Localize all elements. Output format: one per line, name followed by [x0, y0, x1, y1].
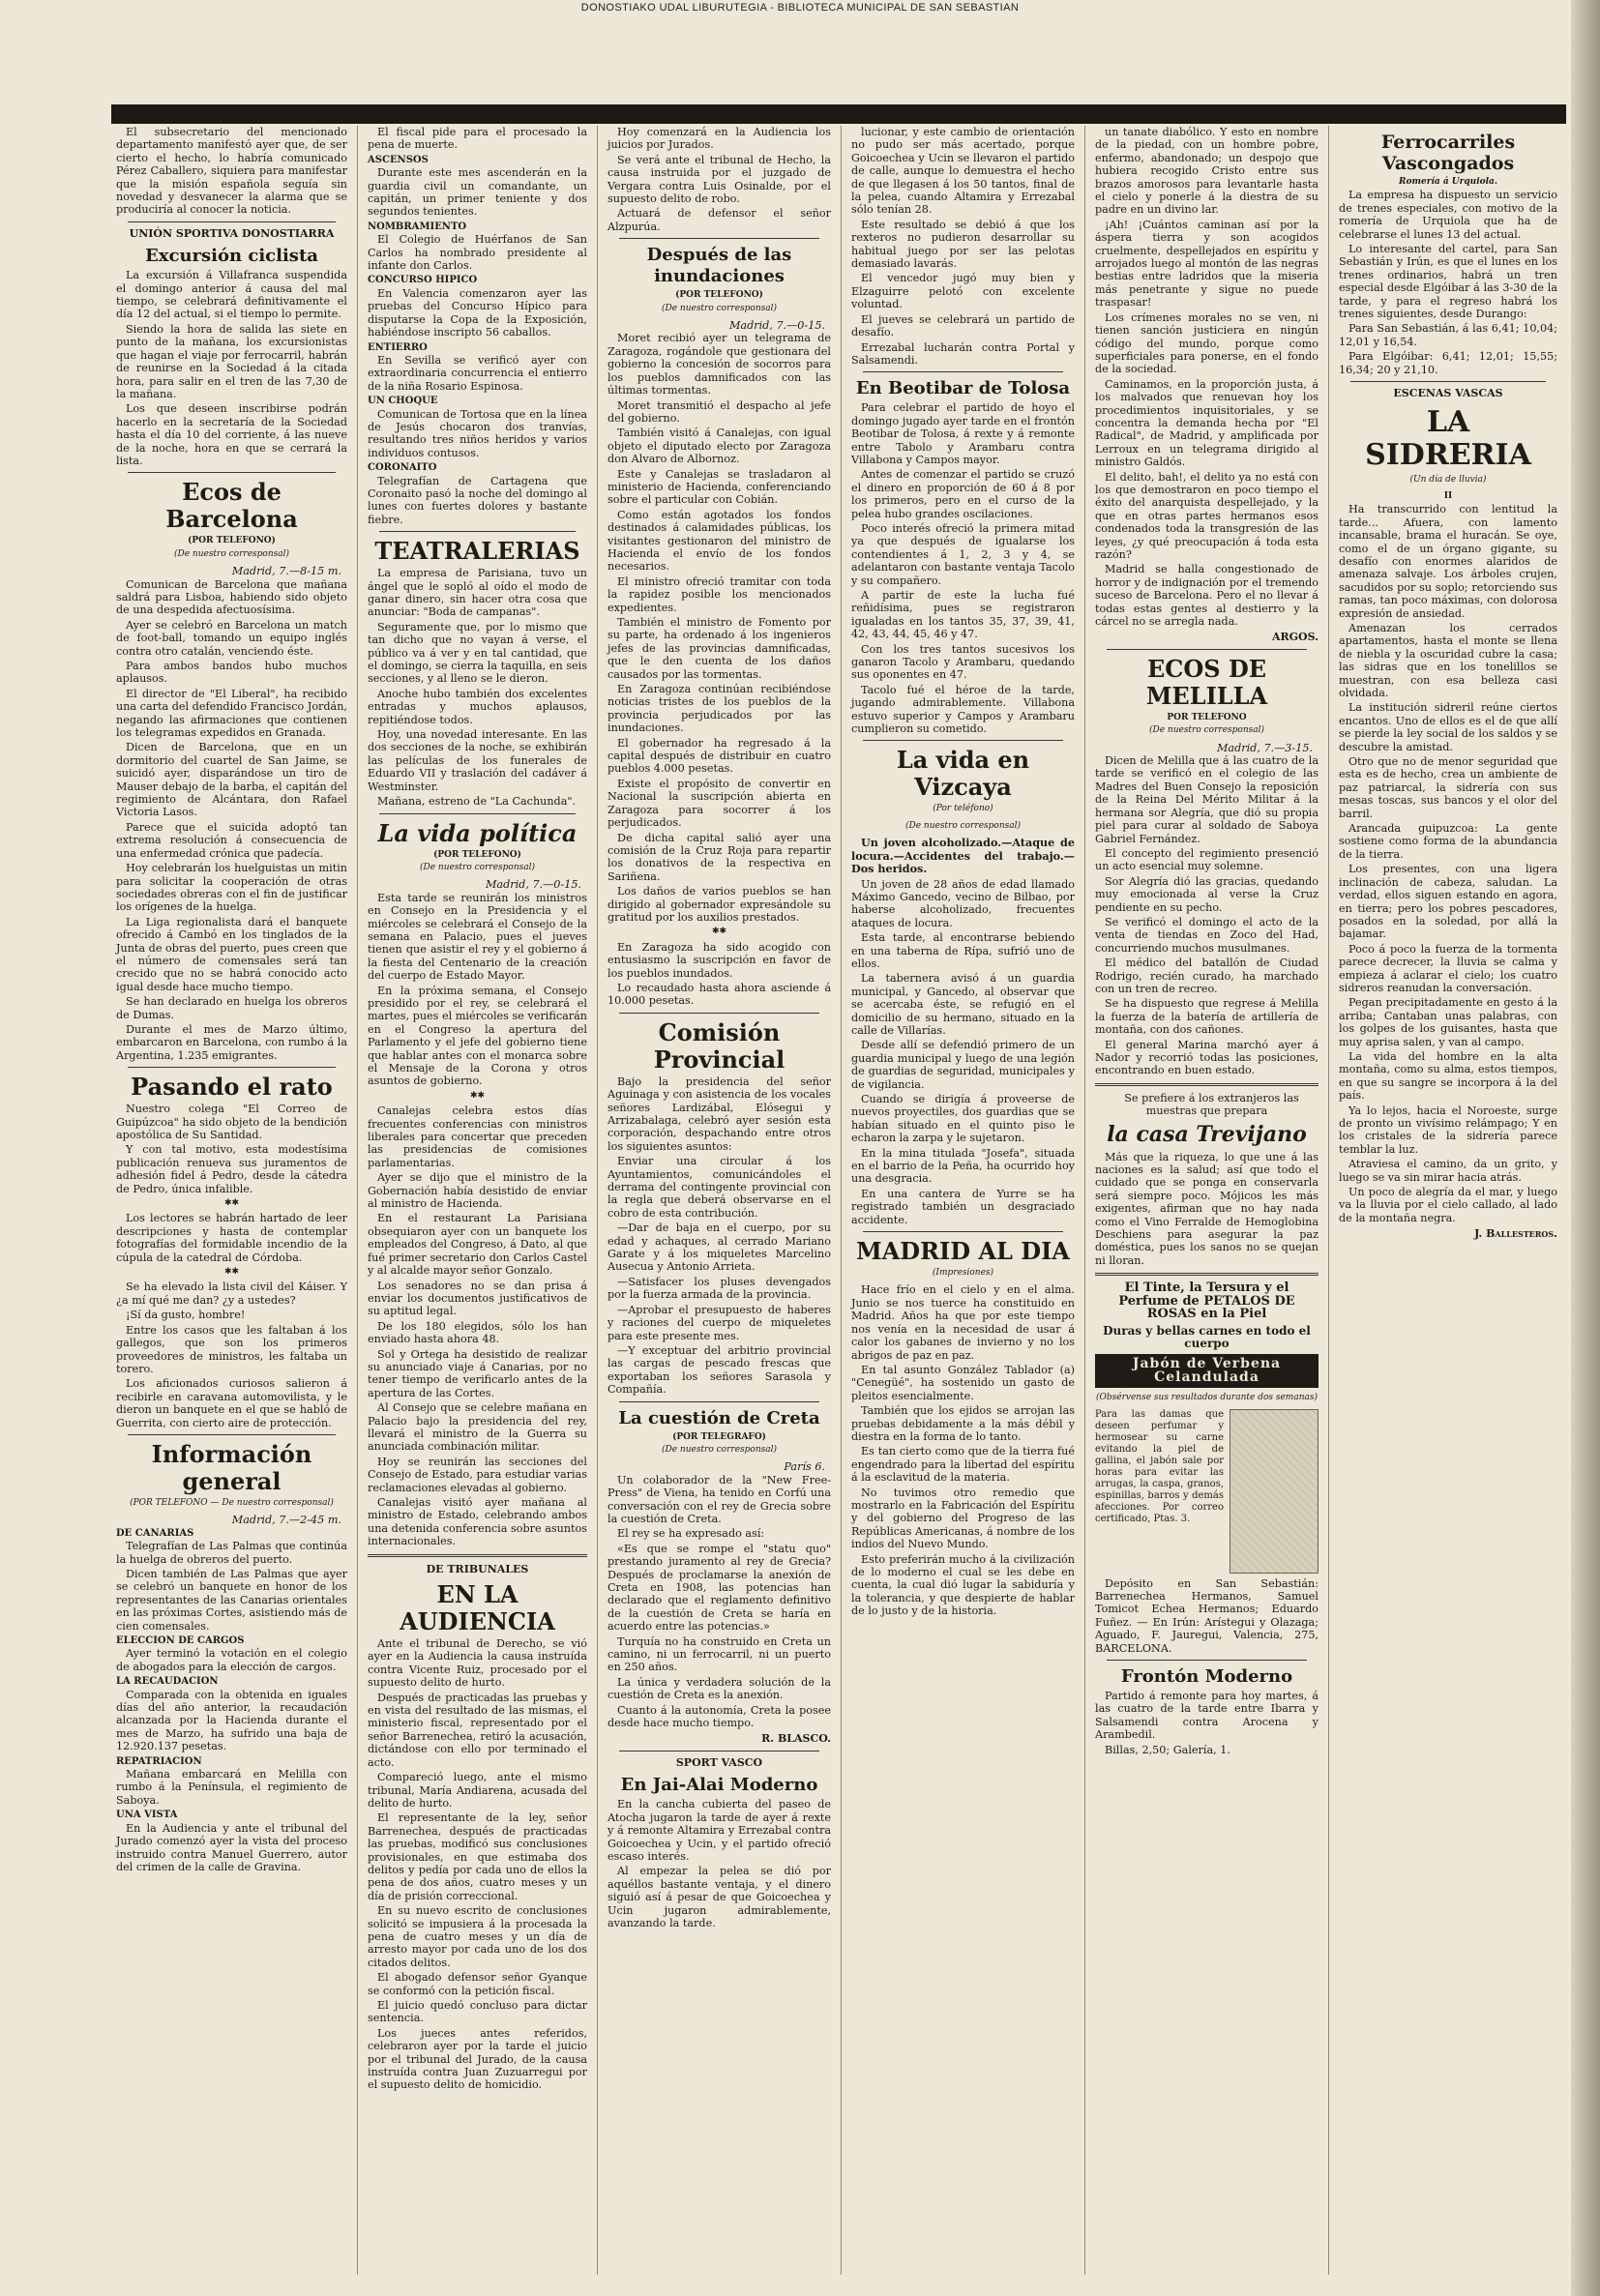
column-3: Hoy comenzará en la Audiencia los juicios por Jurados. Se verá ante el tribunal de Hecho, la causa instruida por el juzgado de Vergara contra Luis Osinalde, por el supuesto delito de robo. Actuará de defensor el señor Alzpurúa. Después de las inundaciones (POR TELEFONO) (De nuestro corresponsal) Madrid, 7.—0-15. Moret recibió ayer un telegrama de Zaragoza, rogándole que gestionara del gobierno la concesión de socorros para los pueblos damnificados con las últimas tormentas. Moret transmitió el despacho al jefe del gobierno. También visitó á Canalejas, con igual objeto el diputado electo por Zaragoza don Alvaro de Albornoz. Este y Canalejas se trasladaron al ministerio de Hacienda, conferenciando sobre el particular con Cobián. Como están agotados los fondos destinados á calamidades públicas, los visitantes gestionaron del ministro de Hacienda el envío de los fondos necesarios. El ministro ofreció tramitar con toda la rapidez posible los mencionados expedientes. También el ministro de Fomento por su parte, ha ordenado á los ingenieros jefes de las provincias damnificadas, que le den cuenta de los daños causados por las tormentas. En Zaragoza continúan recibiéndose noticias tristes de los pueblos de la provincia perjudicados por las inundaciones. El gobernador ha regresado á la capital después de distribuir en cuatro pueblos 4.000 pesetas. Existe el propósito de convertir en Nacional la suscripción abierta en Zaragoza para socorrer á los perjudicados. De dicha capital salió ayer una comisión de la Cruz Roja para repartir los donativos de la respectiva en Sariñena. Los daños de varios pueblos se han dirigido al gobernador expresándole su gratitud por los auxilios prestados. ✱✱ En Zaragoza ha sido acogido con entusiasmo la suscripción en favor de los pueblos inundados. Lo recaudado hasta ahora asciende á 10.000 pesetas. Comisión Provincial Bajo la presidencia del señor Aguinaga y con asistencia de los vocales señores Lardizábal, Elósegui y Arrizabalaga, celebró ayer sesión esta corporación, despachando entre otros los siguientes asuntos: Enviar una circular á los Ayuntamientos, comunicándoles el derrama del contingente provincial con la regla que deberá observarse en el cobro de esta contribución. —Dar de baja en el cuerpo, por su edad y achaques, al cerrado Mariano Garate y á los miqueletes Marcelino Ausecua y Antonio Arrieta. —Satisfacer los pluses devengados por la fuerza armada de la provincia. —Aprobar el presupuesto de haberes y raciones del cuerpo de miqueletes para este presente mes. —Y exceptuar del arbitrio provincial las cargas de pescado frescas que exportaban los señores Sarasola y Compañía. La cuestión de Creta (POR TELEGRAFO) (De nuestro corresponsal) París 6. Un colaborador de la "New Free-Press" de Viena, ha tenido en Corfú una conversación con el rey de Grecia sobre la cuestión de Creta. El rey se ha expresado así: «Es que se rompe el "statu quo" prestando juramento al rey de Grecia? Después de proclamarse la anexión de Creta en 1908, las potencias han declarado que el reglamento definitivo de la cuestión de Creta se haría en acuerdo entre las potencias.» Turquía no ha construido en Creta un camino, ni un ferrocarril, ni un puerto en 250 años. La única y verdadera solución de la cuestión de Creta es la anexión. Cuanto á la autonomía, Creta la posee desde hace mucho tiempo. R. BLASCO. SPORT VASCO En Jai-Alai Moderno En la cancha cubierta del paseo de Atocha jugaron la tarde de ayer á rexte y á remonte Altamira y Errezabal contra Goicoechea y Ucin, y el partido ofreció escaso interés. Al empezar la pelea se dió por aquéllos bastante ventaja, y el dinero siguió así á pesar de que Goicoechea y Ucin jugaron admirablemente, avanzando la tarde.	[598, 126, 842, 2275]
paragraph: Anoche hubo también dos excelentes entradas y muchos aplausos, repitiéndose todos.	[368, 687, 587, 726]
headline-inundaciones: Después de las inundaciones	[646, 245, 792, 287]
byline: (POR TELEFONO — De nuestro corresponsal)	[130, 1497, 334, 1508]
ad-trevijano-title: la casa Trevijano	[1107, 1121, 1307, 1147]
ad-jabon-brand: Jabón de Verbena Celandulada	[1095, 1354, 1319, 1388]
paragraph: Otro que no de menor seguridad que esta es de hecho, crea un ambiente de paz patriarcal, la sidrería con sus mesas toscas, sus bancos y el olor del barril.	[1339, 755, 1557, 820]
paragraph: Un colaborador de la "New Free-Press" de Viena, ha tenido en Corfú una conversación con el rey de Grecia sobre la cuestión de Creta.	[607, 1473, 831, 1525]
ad-lead: Se prefiere á los extranjeros las muestras que prepara	[1124, 1091, 1299, 1118]
dateline: Madrid, 7.—2-45 m.	[231, 1514, 341, 1527]
newspaper-page	[106, 126, 1567, 2275]
paragraph: Dicen de Barcelona, que en un dormitorio del cuartel de San Jaime, se suicidó ayer, disparándose un tiro de Mauser debajo de la barba, el capitán del regimiento de Alcántara, don Rafael Victoria Lasos.	[116, 741, 347, 819]
byline: (Por teléfono)	[933, 804, 993, 814]
paragraph: Amenazan los cerrados apartamentos, hasta el monte se llena de niebla y la oscuridad cubre la casa; las sidras que en los tonelillos se muestran, con esa belleza casi olvidada.	[1339, 621, 1557, 699]
paragraph: En una cantera de Yurre se ha registrado también un desgraciado accidente.	[851, 1187, 1075, 1226]
paragraph: Errezabal lucharán contra Portal y Salsamendi.	[851, 340, 1075, 367]
signature: J. Ballesteros.	[1474, 1227, 1557, 1241]
paragraph: La excursión á Villafranca suspendida el domingo anterior á causa del mal tiempo, se celebrará definitivamente el día 12 del actual, si el tiempo lo permite.	[116, 269, 347, 321]
paragraph: —Aprobar el presupuesto de haberes y raciones del cuerpo de miqueletes para este presente mes.	[607, 1303, 831, 1342]
dateline: Madrid, 7.—0-15.	[485, 878, 581, 892]
headline-vida-politica: La vida política	[377, 818, 578, 847]
byline: POR TELEFONO	[1167, 712, 1247, 722]
paragraph: Durante este mes ascenderán en la guardia civil un comandante, un capitán, un primer teniente y dos segundos tenientes.	[368, 166, 587, 219]
section-kicker: SPORT VASCO	[675, 1755, 763, 1769]
headline-sidreria: LA SIDRERIA	[1365, 404, 1531, 472]
headline-excursion: Excursión ciclista	[145, 246, 318, 267]
column-4	[842, 126, 1085, 2275]
paragraph: Al empezar la pelea se dió por aquéllos bastante ventaja, y el dinero siguió así á pesar de que Goicoechea y Ucin jugaron admirablemente, avanzando la tarde.	[607, 1865, 831, 1929]
paragraph: Este resultado se debió á que los rexteros no pudieron desarrollar su habitual juego por ser las pelotas demasiado lavarás.	[851, 218, 1075, 271]
paragraph: Comunican de Tortosa que en la línea de Jesús chocaron dos tranvías, resultando tres niños heridos y varios individuos contusos.	[368, 407, 587, 459]
paragraph: En el restaurant La Parisiana obsequiaron ayer con un banquete los empleados del Congreso, á Dato, al que fué primer secretario don Carlos Castel y al alcalde mayor señor Gonzalo.	[368, 1212, 587, 1278]
signature: R. BLASCO.	[761, 1732, 831, 1746]
paragraph: Mañana, estreno de "La Cachunda".	[377, 795, 577, 809]
headline-comision-provincial: Comisión Provincial	[653, 1017, 785, 1074]
paragraph: «Es que se rompe el "statu quo" prestando juramento al rey de Grecia? Después de proclamarse la anexión de Creta en 1908, las potencias han declarado que el reglamento definitivo de la cuestión de Creta se haría en acuerdo entre las potencias.»	[607, 1542, 831, 1634]
paragraph: Los jueces antes referidos, celebraron ayer por la tarde el juicio por el tribunal del Jurado, de la causa instruída contra Juan Zuzuarregui por el supuesto delito de homicidio.	[368, 2026, 587, 2092]
paragraph: Para Elgóibar: 6,41; 12,01; 15,55; 16,34; 20 y 21,10.	[1339, 350, 1557, 376]
byline: (De nuestro corresponsal)	[1148, 725, 1264, 736]
subhead: CORONAITO	[368, 462, 437, 474]
paragraph: Tacolo fué el héroe de la tarde, jugando admirablemente. Villabona estuvo superior y Campos y Arambaru cumplieron su cometido.	[851, 683, 1075, 736]
paragraph: Se ha elevado la lista civil del Káiser. Y ¿a mí qué me dan? ¿y a ustedes?	[116, 1280, 347, 1307]
paragraph: Para ambos bandos hubo muchos aplausos.	[116, 660, 347, 686]
paragraph: Un poco de alegría da el mar, y luego va la lluvia por el cielo callado, al lado de la montaña negra.	[1339, 1186, 1557, 1224]
paragraph: El jueves se celebrará un partido de desafío.	[851, 312, 1075, 339]
paragraph: En Zaragoza ha sido acogido con entusiasmo la suscripción en favor de los pueblos inundados.	[607, 940, 831, 980]
paragraph: El fiscal pide para el procesado la pena de muerte.	[368, 126, 587, 152]
byline: (POR TELEGRAFO)	[672, 1431, 766, 1442]
paragraph: Durante el mes de Marzo último, embarcaron en Barcelona, con rumbo á la Argentina, 1.235 emigrantes.	[116, 1022, 347, 1062]
section-kicker: DE TRIBUNALES	[426, 1562, 529, 1575]
headline-ecos-melilla: ECOS DE MELILLA	[1145, 654, 1268, 710]
paragraph: Este y Canalejas se trasladaron al ministerio de Hacienda, conferenciando sobre el particular con Cobián.	[607, 467, 831, 507]
paragraph: Los presentes, con una ligera inclinación de cabeza, saludan. La verdad, ellos siguen estando en agora, en tierra; pero los pobres pescadores, posados en la soledad, por allá la bajamar.	[1339, 863, 1557, 941]
paragraph: Cuanto á la autonomía, Creta la posee desde hace mucho tiempo.	[607, 1703, 831, 1730]
subhead: NOMBRAMIENTO	[368, 221, 467, 232]
paragraph: Bajo la presidencia del señor Aguinaga y con asistencia de los vocales señores Lardizábal, Elósegui y Arrizabalaga, celebró ayer sesión esta corporación, despachando entre otros los siguientes asuntos:	[607, 1074, 831, 1153]
paragraph: En la Audiencia y ante el tribunal del Jurado comenzó ayer la vista del proceso instruido contra Manuel Guerrero, autor del crimen de la calle de Gravina.	[116, 1821, 347, 1873]
paragraph: También que los ejidos se arrojan las pruebas debidamente a la más débil y diestra en la forma de lo tanto.	[851, 1404, 1075, 1443]
paragraph: En la próxima semana, el Consejo presidido por el rey, se celebrará el martes, pues el miércoles se verificarán en el Congreso la apertura del Parlamento y el jefe del gobierno tiene que hablar antes con el monarca sobre el Mensaje de la Corona y otros asuntos de gobierno.	[368, 984, 587, 1088]
paragraph: —Dar de baja en el cuerpo, por su edad y achaques, al cerrado Mariano Garate y á los miqueletes Marcelino Ausecua y Antonio Arrieta.	[607, 1222, 831, 1274]
paragraph: Enviar una circular á los Ayuntamientos, comunicándoles el derrama del contingente provincial con la regla que deberá observarse en el cobro de esta contribución.	[607, 1155, 831, 1220]
paragraph: Turquía no ha construido en Creta un camino, ni un ferrocarril, ni un puerto en 250 años.	[607, 1634, 831, 1674]
column-2: El fiscal pide para el procesado la pena de muerte. ASCENSOS Durante este mes ascenderán en la guardia civil un comandante, un capitán, un primer teniente y dos segundos tenientes. NOMBRAMIENTO El Colegio de Huérfanos de San Carlos ha nombrado presidente al infante don Carlos. CONCURSO HIPICO En Valencia comenzaron ayer las pruebas del Concurso Hípico para disputarse la Copa de la Exposición, habiéndose inscripto 56 caballos. ENTIERRO En Sevilla se verificó ayer con extraordinaria concurrencia el entierro de la niña Rosario Espinosa. UN CHOQUE Comunican de Tortosa que en la línea de Jesús chocaron dos tranvías, resultando tres niños heridos y varios individuos contusos. CORONAITO Telegrafían de Cartagena que Coronaito pasó la noche del domingo al lunes con fuertes dolores y bastante fiebre. TEATRALERIAS La empresa de Parisiana, tuvo un ángel que le sopló al oído el modo de ganar dinero, sin hacer otra cosa que anunciar: "Boda de campanas". Seguramente que, por lo mismo que tan dicho que no vayan á verse, el público va á ver y en tal cantidad, que el domingo, se cierra la taquilla, en seis secciones, y al lleno se le dieron. Anoche hubo también dos excelentes entradas y muchos aplausos, repitiéndose todos. Hoy, una novedad interesante. En las dos secciones de la noche, se exhibirán las películas de los funerales de Eduardo VII y traslación del cadáver á Westminster. Mañana, estreno de "La Cachunda". La vida política (POR TELEFONO) (De nuestro corresponsal) Madrid, 7.—0-15. Esta tarde se reunirán los ministros en Consejo en la Presidencia y el miércoles se celebrará el Consejo de la semana en Palacio, pues el jueves tienen que asistir el rey y el gobierno á la fiesta del Centenario de la creación del cuerpo de Estado Mayor. En la próxima semana, el Consejo presidido por el rey, se celebrará el martes, pues el miércoles se verificarán en el Congreso la apertura del Parlamento y el jefe del gobierno tiene que hablar antes con el monarca sobre el Mensaje de la Corona y otros asuntos de gobierno. ✱✱ Canalejas celebra estos días frecuentes conferencias con ministros liberales para concertar que preceden las presidencias de comisiones parlamentarias. Ayer se dijo que el ministro de la Gobernación había desistido de enviar al ministro de Hacienda. En el restaurant La Parisiana obsequiaron ayer con un banquete los empleados del Congreso, á Dato, al que fué primer secretario don Carlos Castel y al alcalde mayor señor Gonzalo. Los senadores no se dan prisa á enviar los documentos justificativos de su aptitud legal. De los 180 elegidos, sólo los han enviado hasta ahora 48. Sol y Ortega ha desistido de realizar su anunciado viaje á Canarias, por no tener tiempo de verificarlo antes de la apertura de las Cortes. Al Consejo que se celebre mañana en Palacio bajo la presidencia del rey, llevará el ministro de la Guerra su anunciada combinación militar. Hoy se reunirán las secciones del Consejo de Estado, para estudiar varias reclamaciones elevadas al gobierno. Canalejas visitó ayer mañana al ministro de Estado, celebrando ambos una detenida conferencia sobre asuntos internacionales. DE TRIBUNALES EN LA AUDIENCIA Ante el tribunal de Derecho, se vió ayer en la Audiencia la causa instruída contra Vicente Ruiz, procesado por el supuesto delito de hurto. Después de practicadas las pruebas y en vista del resultado de las mismas, el ministerio fiscal, representado por el señor Barrenechea, retiró la acusación, dictándose con ello por terminado el acto. Compareció luego, ante el mismo tribunal, María Andiarena, acusada del delito de hurto. El representante de la ley, señor Barrenechea, después de practicadas las pruebas, modificó sus conclusiones provisionales, en que estimaba dos delitos y pedía por cada uno de ellos la pena de dos años, cuatro meses y un día de prisión correccional. En su nuevo escrito de conclusiones solicitó se impusiera á la procesada la pena de cuatro meses y un día de arresto mayor por cada uno de los dos citados delitos. El abogado defensor señor Gyanque se conformó con la petición fiscal. El juicio quedó concluso para dictar sentencia. Los jueces antes referidos, celebraron ayer por la tarde el juicio por el tribunal del Jurado, de la causa instruída contra Juan Zuzuarregui por el supuesto delito de homicidio.	[358, 126, 598, 2275]
library-header: DONOSTIAKO UDAL LIBURUTEGIA - BIBLIOTECA MUNICIPAL DE SAN SEBASTIAN	[580, 2, 1020, 14]
paragraph: Los lectores se habrán hartado de leer descripciones y hasta de contemplar fotografías del formidable incendio de la cúpula de la catedral de Córdoba.	[116, 1212, 347, 1264]
paragraph: Comparada con la obtenida en iguales días del año anterior, la recaudación alcanzada por la Hacienda durante el mes de Marzo, ha sufrido una baja de 12.920.137 pesetas.	[116, 1688, 347, 1753]
paragraph: La tabernera avisó á un guardia municipal, y Gancedo, al observar que se acercaba éste, se refugió en el domicilio de su hermano, situado en la calle de Villarías.	[851, 972, 1075, 1037]
byline: (POR TELEFONO)	[188, 536, 276, 546]
paragraph: La empresa ha dispuesto un servicio de trenes especiales, con motivo de la romería de Urquiola que ha de celebrarse el lunes 13 del actual.	[1339, 189, 1557, 241]
paragraph: El juicio quedó concluso para dictar sentencia.	[368, 1999, 587, 2025]
headline-madrid-al-dia: MADRID AL DIA	[856, 1237, 1070, 1266]
paragraph: La institución sidreril reúne ciertos encantos. Uno de ellos es el de que allí se pierde la ley social de los saldos y se descubre la amistad.	[1339, 701, 1557, 753]
paragraph: Lo interesante del cartel, para San Sebastián y Irún, es que el lunes en los trenes ordinarios, habrá un tren especial desde Elgóibar á las 3-30 de la tarde, y para el regreso habrá los trenes siguientes, desde Durango:	[1339, 243, 1557, 321]
dateline: Madrid, 7.—0-15.	[728, 319, 825, 333]
paragraph: Los daños de varios pueblos se han dirigido al gobernador expresándole su gratitud por los auxilios prestados.	[607, 885, 831, 924]
paragraph: En Zaragoza continúan recibiéndose noticias tristes de los pueblos de la provincia perjudicados por las inundaciones.	[607, 683, 831, 735]
paragraph: No tuvimos otro remedio que mostrarlo en la Fabricación del Espíritu y del gobierno del Progreso de las Repúblicas Americanas, á nombre de los indios del Nuevo Mundo.	[851, 1486, 1075, 1551]
paragraph: Los crímenes morales no se ven, ni tienen sanción justiciera en ningún código del mundo, porque como superficiales para ponerse, en el fondo de la sociedad.	[1095, 310, 1319, 376]
paragraph: Pegan precipitadamente en gesto á la arriba; Cantaban unas palabras, con los golpes de los guisantes, hasta que muy aprisa salen, y van al campo.	[1339, 996, 1557, 1048]
byline: (Impresiones)	[932, 1268, 994, 1279]
paragraph: Hace frío en el cielo y en el alma. Junio se nos tuerce ha constituido en Madrid. Años ha que por este tiempo nos venía en la necesidad de usar á calor los gabanes de invierno y no los abrigos de paz en paz.	[851, 1283, 1075, 1362]
byline: (De nuestro corresponsal)	[419, 862, 535, 872]
paragraph: El subsecretario del mencionado departamento manifestó ayer que, de ser cierto el hecho, lo habría comunicado Pérez Caballero, siquiera para manifestar que la misión española seguía sin novedad y desvanecer la alarma que se produciría al conocer la noticia.	[116, 126, 347, 217]
paragraph: Billas, 2,50; Galería, 1.	[1105, 1743, 1230, 1756]
byline: (De nuestro corresponsal)	[661, 1444, 777, 1455]
subhead: LA RECAUDACION	[116, 1676, 219, 1688]
ad-petalos-title: El Tinte, la Tersura y el Perfume de PETALOS DE ROSAS en la Piel	[1118, 1280, 1295, 1322]
byline: (POR TELEFONO)	[433, 849, 521, 860]
paragraph: Se verificó el domingo el acto de la venta de tiendas en Zoco del Had, concurriendo muchos musulmanes.	[1095, 915, 1319, 955]
paragraph: Cuando se dirigía á proveerse de nuevos proyectiles, dos guardias que se habían situado en el quinto piso le echaron la zarpa y le sujetaron.	[851, 1093, 1075, 1145]
byline: (POR TELEFONO)	[675, 290, 763, 301]
byline: (Un día de lluvia)	[1409, 474, 1487, 485]
paragraph: Poco á poco la fuerza de la tormenta parece decrecer, la lluvia se calma y empieza á aclarar el cielo; los cuatro sidreros reanudan la conversación.	[1339, 942, 1557, 994]
paragraph: ¡Sí da gusto, hombre!	[126, 1309, 246, 1322]
paragraph: A partir de este la lucha fué reñidísima, pues se registraron igualadas en los tantos 35, 37, 39, 41, 42, 43, 44, 45, 46 y 47.	[851, 589, 1075, 641]
paragraph: Para San Sebastián, á las 6,41; 10,04; 12,01 y 16,54.	[1339, 322, 1557, 348]
paragraph: Los senadores no se dan prisa á enviar los documentos justificativos de su aptitud legal.	[368, 1279, 587, 1318]
page-edge	[1571, 0, 1600, 2296]
paragraph: Y con tal motivo, esta modestísima publicación renueva sus juramentos de adhesión fidel á Pedro, desde la cátedra de Pedro, única infalible.	[116, 1143, 347, 1195]
paragraph: Comunican de Barcelona que mañana saldrá para Lisboa, habiendo sido objeto de una despedida afectuosísima.	[116, 577, 347, 617]
paragraph: Hoy celebrarán los huelguistas un mitin para solicitar la cooperación de otras sociedades obreras con el fin de justificar los orígenes de la huelga.	[116, 862, 347, 914]
byline: (De nuestro corresponsal)	[904, 820, 1021, 831]
paragraph: Un joven de 28 años de edad llamado Máximo Gancedo, vecino de Bilbao, por haberse alcoholizado, frecuentes ataques de locura.	[851, 877, 1075, 929]
paragraph: La única y verdadera solución de la cuestión de Creta es la anexión.	[607, 1675, 831, 1702]
paragraph: También visitó á Canalejas, con igual objeto el diputado electo por Zaragoza don Alvaro de Albornoz.	[607, 427, 831, 466]
lead-summary: Un joven alcoholizado.—Ataque de locura.—Accidentes del trabajo.—Dos heridos.	[851, 836, 1075, 876]
headline-vida-vizcaya: La vida en Vizcaya	[896, 746, 1030, 802]
subhead: DE CANARIAS	[116, 1527, 194, 1539]
paragraph: Esta tarde se reunirán los ministros en Consejo en la Presidencia y el miércoles se celebrará el Consejo de la semana en Palacio, pues el jueves tienen que asistir el rey y el gobierno á la fiesta del Centenario de la creación del cuerpo de Estado Mayor.	[368, 891, 587, 983]
masthead-band	[111, 104, 1566, 124]
subhead: CONCURSO HIPICO	[368, 275, 478, 286]
paragraph: Ayer se dijo que el ministro de la Gobernación había desistido de enviar al ministro de Hacienda.	[368, 1171, 587, 1211]
paragraph: Nuestro colega "El Correo de Guipúzcoa" ha sido objeto de la bendición apostólica de Su Santidad.	[116, 1103, 347, 1141]
paragraph: El representante de la ley, señor Barrenechea, después de practicadas las pruebas, modificó sus conclusiones provisionales, en que estimaba dos delitos y pedía por cada uno de ellos la pena de dos años, cuatro meses y un día de prisión correccional.	[368, 1811, 587, 1902]
column-1: El subsecretario del mencionado departamento manifestó ayer que, de ser cierto el hecho, lo habría comunicado Pérez Caballero, siquiera para manifestar que la misión española seguía sin novedad y desvanecer la alarma que se produciría al conocer la noticia. UNIÓN SPORTIVA DONOSTIARRA Excursión ciclista La excursión á Villafranca suspendida el domingo anterior á causa del mal tiempo, se celebrará definitivamente el día 12 del actual, si el tiempo lo permite. Siendo la hora de salida las siete en punto de la mañana, los excursionistas que hagan el viaje por ferrocarril, habrán de reunirse en la Sociedad á la citada hora, para salir en el tren de las 7,30 de la mañana. Los que deseen inscribirse podrán hacerlo en la secretaría de la Sociedad hasta el día 10 del corriente, á las nueve de la noche, hora en que se cerrará la lista. Ecos de Barcelona (POR TELEFONO) (De nuestro corresponsal) Madrid, 7.—8-15 m. Comunican de Barcelona que mañana saldrá para Lisboa, habiendo sido objeto de una despedida afectuosísima. Ayer se celebró en Barcelona un match de foot-ball, tomando un equipo inglés contra otro catalán, venciendo éste. Para ambos bandos hubo muchos aplausos. El director de "El Liberal", ha recibido una carta del defendido Francisco Jordán, negando las afirmaciones que contienen los telegramas expedidos en Granada. Dicen de Barcelona, que en un dormitorio del cuartel de San Jaime, se suicidó ayer, disparándose un tiro de Mauser debajo de la barba, el capitán del regimiento de Alcántara, don Rafael Victoria Lasos. Parece que el suicida adoptó tan extrema resolución á consecuencia de una enfermedad crónica que padecía. Hoy celebrarán los huelguistas un mitin para solicitar la cooperación de otras sociedades obreras con el fin de justificar los orígenes de la huelga. La Liga regionalista dará el banquete ofrecido á Cambó en los tinglados de la Junta de obras del puerto, pues creen que el número de comensales será tan crecido que no se habrá conocido acto igual desde hace mucho tiempo. Se han declarado en huelga los obreros de Dumas. Durante el mes de Marzo último, embarcaron en Barcelona, con rumbo á la Argentina, 1.235 emigrantes. Pasando el rato Nuestro colega "El Correo de Guipúzcoa" ha sido objeto de la bendición apostólica de Su Santidad. Y con tal motivo, esta modestísima publicación renueva sus juramentos de adhesión fidel á Pedro, desde la cátedra de Pedro, única infalible. ✱✱ Los lectores se habrán hartado de leer descripciones y hasta de contemplar fotografías del formidable incendio de la cúpula de la catedral de Córdoba. ✱✱ Se ha elevado la lista civil del Káiser. Y ¿a mí qué me dan? ¿y a ustedes? ¡Sí da gusto, hombre! Entre los casos que les faltaban á los gallegos, que son los primeros proveedores de ministros, les faltaba un torero. Los aficionados curiosos salieron á recibirle en caravana automovilista, y le dieron un banquete en el que se habló de Guerrita, con cierto aire de protección. Información general (POR TELEFONO — De nuestro corresponsal) Madrid, 7.—2-45 m. DE CANARIAS Telegrafían de Las Palmas que continúa la huelga de obreros del puerto. Dicen también de Las Palmas que ayer se celebró un banquete en honor de los representantes de las Canarias orientales en las próximas Cortes, asistiendo más de cien comensales. ELECCION DE CARGOS Ayer terminó la votación en el colegio de abogados para la elección de cargos. LA RECAUDACION Comparada con la obtenida en iguales días del año anterior, la recaudación alcanzada por la Hacienda durante el mes de Marzo, ha sufrido una baja de 12.920.137 pesetas. REPATRIACION Mañana embarcará en Melilla con rumbo á la Península, el regimiento de Saboya. UNA VISTA En la Audiencia y ante el tribunal del Jurado comenzó ayer la vista del proceso instruido contra Manuel Guerrero, autor del crimen de la calle de Gravina.	[106, 126, 358, 2275]
paragraph: Se verá ante el tribunal de Hecho, la causa instruida por el juzgado de Vergara contra Luis Osinalde, por el supuesto delito de robo.	[607, 153, 831, 206]
paragraph: Arancada guipuzcoa: La gente sostiene como forma de la abundancia de la tierra.	[1339, 822, 1557, 861]
paragraph: La empresa de Parisiana, tuvo un ángel que le sopló al oído el modo de ganar dinero, sin hacer otra cosa que anunciar: "Boda de campanas".	[368, 567, 587, 619]
paragraph: un tanate diabólico. Y esto en nombre de la piedad, con un hombre pobre, enfermo, abandonado; un despojo que hubiera recogido Cristo entre sus brazos amorosos para levantarle hasta el cielo y ponerle á la diestra de su padre en un divino lar.	[1095, 126, 1319, 217]
headline-ferrocarriles: Ferrocarriles Vascongados	[1380, 132, 1516, 174]
paragraph: Sor Alegría dió las gracias, quedando muy emocionada al verse la Cruz pendiente en su pecho.	[1095, 874, 1319, 914]
paragraph: En Valencia comenzaron ayer las pruebas del Concurso Hípico para disputarse la Copa de la Exposición, habiéndose inscripto 56 caballos.	[368, 286, 587, 339]
paragraph: Canalejas visitó ayer mañana al ministro de Estado, celebrando ambos una detenida conferencia sobre asuntos internacionales.	[368, 1496, 587, 1548]
paragraph: Siendo la hora de salida las siete en punto de la mañana, los excursionistas que hagan el viaje por ferrocarril, habrán de reunirse en la Sociedad á la citada hora, para salir en el tren de las 7,30 de la mañana.	[116, 322, 347, 400]
subhead: ENTIERRO	[368, 341, 428, 353]
section-number: II	[1443, 490, 1453, 501]
paragraph: Madrid se halla congestionado de horror y de indignación por el tremendo suceso de Barcelona. Pero el no llevar á todas estas gentes al destierro y la cárcel no se arregla nada.	[1095, 563, 1319, 629]
headline-ecos-barcelona: Ecos de Barcelona	[165, 478, 298, 534]
paragraph: El médico del batallón de Ciudad Rodrigo, recién curado, ha marchado con un tren de recreo.	[1095, 957, 1319, 995]
paragraph: Hoy comenzará en la Audiencia los juicios por Jurados.	[607, 126, 831, 152]
paragraph: ¡Ah! ¡Cuántos caminan así por la áspera tierra y son acogidos cruelmente, despellejados en espíritu y arrojados luego al montón de las negras bestias entre ladridos que la miseria más penetrante y sigue no puede traspasar!	[1095, 218, 1319, 309]
paragraph: Existe el propósito de convertir en Nacional la suscripción abierta en Zaragoza para socorrer á los perjudicados.	[607, 777, 831, 830]
paragraph: —Satisfacer los pluses devengados por la fuerza armada de la provincia.	[607, 1275, 831, 1302]
headline-beotibar: En Beotibar de Tolosa	[855, 378, 1071, 399]
paragraph: Los aficionados curiosos salieron á recibirle en caravana automovilista, y le dieron un banquete en el que se habló de Guerrita, con cierto aire de protección.	[116, 1377, 347, 1429]
column-5	[1085, 126, 1329, 2275]
headline-teatralerias: TEATRALERIAS	[374, 537, 580, 566]
paragraph: Ya lo lejos, hacia el Noroeste, surge de pronto un vivísimo relámpago; Y en los cristales de la sidrería parece temblar la luz.	[1339, 1104, 1557, 1156]
headline-audiencia: EN LA AUDIENCIA	[400, 1580, 555, 1636]
subhead: ASCENSOS	[368, 154, 429, 165]
dateline: París 6.	[784, 1460, 825, 1474]
paragraph: Lo recaudado hasta ahora asciende á 10.000 pesetas.	[607, 981, 831, 1008]
woman-illustration-icon	[1230, 1409, 1319, 1574]
paragraph: Dicen también de Las Palmas que ayer se celebró un banquete en honor de los representantes de las Canarias orientales en las próximas Cortes, asistiendo más de cien comensales.	[116, 1567, 347, 1633]
paragraph: Para celebrar el partido de hoyo el domingo jugado ayer tarde en el frontón Beotibar de Tolosa, á rexte y á remonte entre Tabolo y Arambaru contra Villabona y Campos mayor.	[851, 401, 1075, 466]
ad-note: (Obsérvense sus resultados durante dos semanas)	[1096, 1393, 1318, 1403]
paragraph: lucionar, y este cambio de orientación no pudo ser más acertado, porque Goicoechea y Ucin se llevaron el partido de calle, aunque lo demuestra el hecho de que llegasen á los 50 tantos, final de la pelea, cuando Altamira y Errezabal sólo tenían 28.	[851, 126, 1075, 217]
headline-cuestion-creta: La cuestión de Creta	[618, 1407, 820, 1428]
paragraph: Mañana embarcará en Melilla con rumbo á la Península, el regimiento de Saboya.	[116, 1768, 347, 1807]
paragraph: El general Marina marchó ayer á Nador y recorrió todas las posiciones, encontrando en buen estado.	[1095, 1038, 1319, 1077]
paragraph: El concepto del regimiento presenció un acto esencial muy solemne.	[1095, 846, 1319, 873]
paragraph: Como están agotados los fondos destinados á calamidades públicas, los visitantes gestionaron del ministro de Hacienda el envío de los fondos necesarios.	[607, 508, 831, 574]
paragraph: Actuará de defensor el señor Alzpurúa.	[607, 207, 831, 233]
paragraph: La vida del hombre en la alta montaña, como su alma, estos tiempos, en que su sangre se incorpora á la del país.	[1339, 1049, 1557, 1103]
paragraph: Al Consejo que se celebre mañana en Palacio bajo la presidencia del rey, llevará el ministro de la Guerra su anunciada combinación militar.	[368, 1401, 587, 1454]
paragraph: En su nuevo escrito de conclusiones solicitó se impusiera á la procesada la pena de cuatro meses y un día de arresto mayor por cada uno de los dos citados delitos.	[368, 1904, 587, 1969]
column-6	[1329, 126, 1567, 2275]
paragraph: Esto preferirán mucho á la civilización de lo moderno el cual se les debe en cuenta, la cual dió lugar la sabiduría y la tolerancia, y que despierte de hablar de lo justo y de la historia.	[851, 1552, 1075, 1618]
paragraph: Antes de comenzar el partido se cruzó el dinero en proporción de 60 á 8 por los primeros, pero en el curso de la pelea hubo grandes oscilaciones.	[851, 468, 1075, 520]
section-kicker: UNIÓN SPORTIVA DONOSTIARRA	[129, 226, 335, 240]
paragraph: El director de "El Liberal", ha recibido una carta del defendido Francisco Jordán, negando las afirmaciones que contienen los telegramas expedidos en Granada.	[116, 687, 347, 740]
ad-text: Más que la riqueza, lo que une á las naciones es la salud; así que todo el cuidado que se ponga en conservarla será siempre poco. Mójicos les más exigentes, afirman que no hay nada como el Vino Ferralde de Hemoglobina Deschiens para asegurar la paz doméstica, pues los sanos no se quejan ni lloran.	[1095, 1150, 1319, 1267]
paragraph: Se han declarado en huelga los obreros de Dumas.	[116, 995, 347, 1021]
headline-jai-alai: En Jai-Alai Moderno	[620, 1775, 818, 1796]
ad-petalos-subtitle: Duras y bellas carnes en todo el cuerpo	[1103, 1323, 1311, 1350]
paragraph: Caminamos, en la proporción justa, á los malvados que renuevan hoy los procedimientos inquisitoriales, y se concentra la demanda hecha por "El Radical", de Madrid, y amplificada por Lerroux en un telegrama dirigido al ministro Galdós.	[1095, 377, 1319, 469]
headline-pasando-rato: Pasando el rato	[131, 1073, 333, 1102]
paragraph: De dicha capital salió ayer una comisión de la Cruz Roja para repartir los donativos de la respectiva en Sariñena.	[607, 831, 831, 883]
paragraph: Telegrafían de Las Palmas que continúa la huelga de obreros del puerto.	[116, 1540, 347, 1566]
paragraph: Hoy, una novedad interesante. En las dos secciones de la noche, se exhibirán las películas de los funerales de Eduardo VII y traslación del cadáver á Westminster.	[368, 728, 587, 793]
paragraph: El abogado defensor señor Gyanque se conformó con la petición fiscal.	[368, 1971, 587, 1997]
paragraph: Atraviesa el camino, da un grito, y luego se va sin mirar hacia atrás.	[1339, 1158, 1557, 1184]
subhead: UN CHOQUE	[368, 396, 438, 407]
paragraph: En tal asunto González Tablador (a) "Cenegüé", ha sostenido un gasto de pleitos esencialmente.	[851, 1363, 1075, 1402]
subhead: UNA VISTA	[116, 1810, 178, 1821]
subhead: ELECCION DE CARGOS	[116, 1635, 245, 1646]
paragraph: Los que deseen inscribirse podrán hacerlo en la secretaría de la Sociedad hasta el día 10 del corriente, á las nueve de la noche, hora en que se cerrará la lista.	[116, 402, 347, 467]
paragraph: Entre los casos que les faltaban á los gallegos, que son los primeros proveedores de ministros, les faltaba un torero.	[116, 1323, 347, 1375]
signature: ARGOS.	[1271, 631, 1319, 644]
dateline: Madrid, 7.—3-15.	[1216, 741, 1313, 754]
paragraph: Ayer terminó la votación en el colegio de abogados para la elección de cargos.	[116, 1647, 347, 1673]
paragraph: Moret transmitió el despacho al jefe del gobierno.	[607, 398, 831, 425]
dateline: Madrid, 7.—8-15 m.	[231, 565, 341, 578]
paragraph: Partido á remonte para hoy martes, á las cuatro de la tarde entre Ibarra y Salsamendi contra Arocena y Arambedil.	[1095, 1689, 1319, 1742]
paragraph: En Sevilla se verificó ayer con extraordinaria concurrencia el entierro de la niña Rosario Espinosa.	[368, 353, 587, 393]
paragraph: Dicen de Melilla que á las cuatro de la tarde se verificó en el colegio de las Madres del Buen Consejo la reposición de la Reina Del Mérito Militar á la hermana sor Alegría, que dió su propia piel para curar al soldado de Saboya Gabriel Fernández.	[1095, 754, 1319, 845]
paragraph: En la mina titulada "Josefa", situada en el barrio de la Peña, ha ocurrido hoy una desgracia.	[851, 1146, 1075, 1186]
paragraph: Hoy se reunirán las secciones del Consejo de Estado, para estudiar varias reclamaciones elevadas al gobierno.	[368, 1455, 587, 1494]
paragraph: Parece que el suicida adoptó tan extrema resolución á consecuencia de una enfermedad crónica que padecía.	[116, 820, 347, 860]
paragraph: También el ministro de Fomento por su parte, ha ordenado á los ingenieros jefes de las provincias damnificadas, que le den cuenta de los daños causados por las tormentas.	[607, 616, 831, 681]
paragraph: Canalejas celebra estos días frecuentes conferencias con ministros liberales para concertar que preceden las presidencias de comisiones parlamentarias.	[368, 1104, 587, 1169]
ad-illustrated	[1095, 1409, 1319, 1574]
paragraph: —Y exceptuar del arbitrio provincial las cargas de pescado frescas que exportaban los señores Sarasola y Compañía.	[607, 1343, 831, 1397]
section-kicker: ESCENAS VASCAS	[1393, 387, 1503, 400]
paragraph: En la cancha cubierta del paseo de Atocha jugaron la tarde de ayer á rexte y á remonte Altamira y Errezabal contra Goicoechea y Ucin, y el partido ofreció escaso interés.	[607, 1798, 831, 1863]
paragraph: Con los tres tantos sucesivos los ganaron Tacolo y Arambaru, quedando sus oponentes en 47.	[851, 642, 1075, 682]
paragraph: Se ha dispuesto que regrese á Melilla la fuerza de la batería de artillería de montaña, con dos cañones.	[1095, 997, 1319, 1037]
paragraph: De los 180 elegidos, sólo los han enviado hasta ahora 48.	[368, 1319, 587, 1346]
paragraph: Después de practicadas las pruebas y en vista del resultado de las mismas, el ministerio fiscal, representado por el señor Barrenechea, retiró la acusación, dictándose con ello por terminado el acto.	[368, 1691, 587, 1769]
paragraph: Seguramente que, por lo mismo que tan dicho que no vayan á verse, el público va á ver y en tal cantidad, que el domingo, se cierra la taquilla, en seis secciones, y al lleno se le dieron.	[368, 620, 587, 686]
paragraph: Ante el tribunal de Derecho, se vió ayer en la Audiencia la causa instruída contra Vicente Ruiz, procesado por el supuesto delito de hurto.	[368, 1637, 587, 1690]
paragraph: El gobernador ha regresado á la capital después de distribuir en cuatro pueblos 4.000 pesetas.	[607, 736, 831, 776]
headline-informacion-general: Información general	[151, 1439, 312, 1495]
paragraph: Compareció luego, ante el mismo tribunal, María Andiarena, acusada del delito de hurto.	[368, 1771, 587, 1810]
paragraph: Sol y Ortega ha desistido de realizar su anunciado viaje á Canarias, por no tener tiempo de verificarlo antes de la apertura de las Cortes.	[368, 1347, 587, 1399]
headline-fronton-moderno: Frontón Moderno	[1120, 1665, 1293, 1687]
paragraph: Poco interés ofreció la primera mitad ya que después de igualarse los contendientes á 1, 2, 3 y 4, se adelantaron con bastante ventaja Tacolo y su compañero.	[851, 521, 1075, 587]
paragraph: Desde allí se defendió primero de un guardia municipal y luego de una legión de guardias de seguridad, municipales y de vigilancia.	[851, 1039, 1075, 1091]
paragraph: El vencedor jugó muy bien y Elzaguirre pelotó con excelente voluntad.	[851, 272, 1075, 311]
subhead: REPATRIACION	[116, 1755, 202, 1767]
paragraph: Telegrafían de Cartagena que Coronaito pasó la noche del domingo al lunes con fuertes dolores y bastante fiebre.	[368, 474, 587, 526]
paragraph: La Liga regionalista dará el banquete ofrecido á Cambó en los tinglados de la Junta de obras del puerto, pues creen que el número de comensales será tan crecido que no se habrá conocido acto igual desde hace mucho tiempo.	[116, 915, 347, 993]
ad-address: Depósito en San Sebastián: Barrenechea Hermanos, Samuel Tomicot Echea Hermanos; Eduardo Fuñez. — En Irún: Arístegui y Olazaga; Aguado, F. Jauregui, Valencia, 275, BARCELONA.	[1095, 1576, 1319, 1655]
paragraph: El ministro ofreció tramitar con toda la rapidez posible los mencionados expedientes.	[607, 574, 831, 614]
paragraph: El rey se ha expresado así:	[617, 1527, 765, 1541]
paragraph: Moret recibió ayer un telegrama de Zaragoza, rogándole que gestionara del gobierno la concesión de socorros para los pueblos damnificados con las últimas tormentas.	[607, 332, 831, 397]
ad-text: Para las damas que deseen perfumar y hermosear su carne evitando la piel de gallina, el jabón sale por horas para evitar las arrugas, la caspa, granos, espinillas, barros y demás afecciones. Por correo certificado, Ptas. 3.	[1095, 1408, 1224, 1524]
byline: (De nuestro corresponsal)	[173, 548, 289, 559]
byline: (De nuestro corresponsal)	[661, 303, 777, 313]
paragraph: Esta tarde, al encontrarse bebiendo en una taberna de Rípa, sufrió uno de ellos.	[851, 931, 1075, 970]
paragraph: Ha transcurrido con lentitud la tarde... Afuera, con lamento incansable, brama el huracán. Se oye, como el de un órgano gigante, su desafío con enormes alaridos de amenaza salvaje. Los árboles crujen, sacudidos por su soplo; retorciendo sus ramas, tan poco máximas, con dolorosa expresión de ansiedad.	[1339, 503, 1557, 620]
paragraph: El delito, bah!, el delito ya no está con los que demostraron en poco tiempo el éxito del anarquista despellejado, y la que en otras partes hermanos esos condenados toda la transgresión de las leyes, ¿y qué preocupación á toda esta razón?	[1095, 470, 1319, 561]
paragraph: El Colegio de Huérfanos de San Carlos ha nombrado presidente al infante don Carlos.	[368, 233, 587, 273]
subhead: Romería á Urquiola.	[1398, 177, 1498, 187]
paragraph: Es tan cierto como que de la tierra fué engendrado para la libertad del espíritu á la esclavitud de la materia.	[851, 1445, 1075, 1485]
paragraph: Ayer se celebró en Barcelona un match de foot-ball, tomando un equipo inglés contra otro catalán, venciendo éste.	[116, 618, 347, 658]
